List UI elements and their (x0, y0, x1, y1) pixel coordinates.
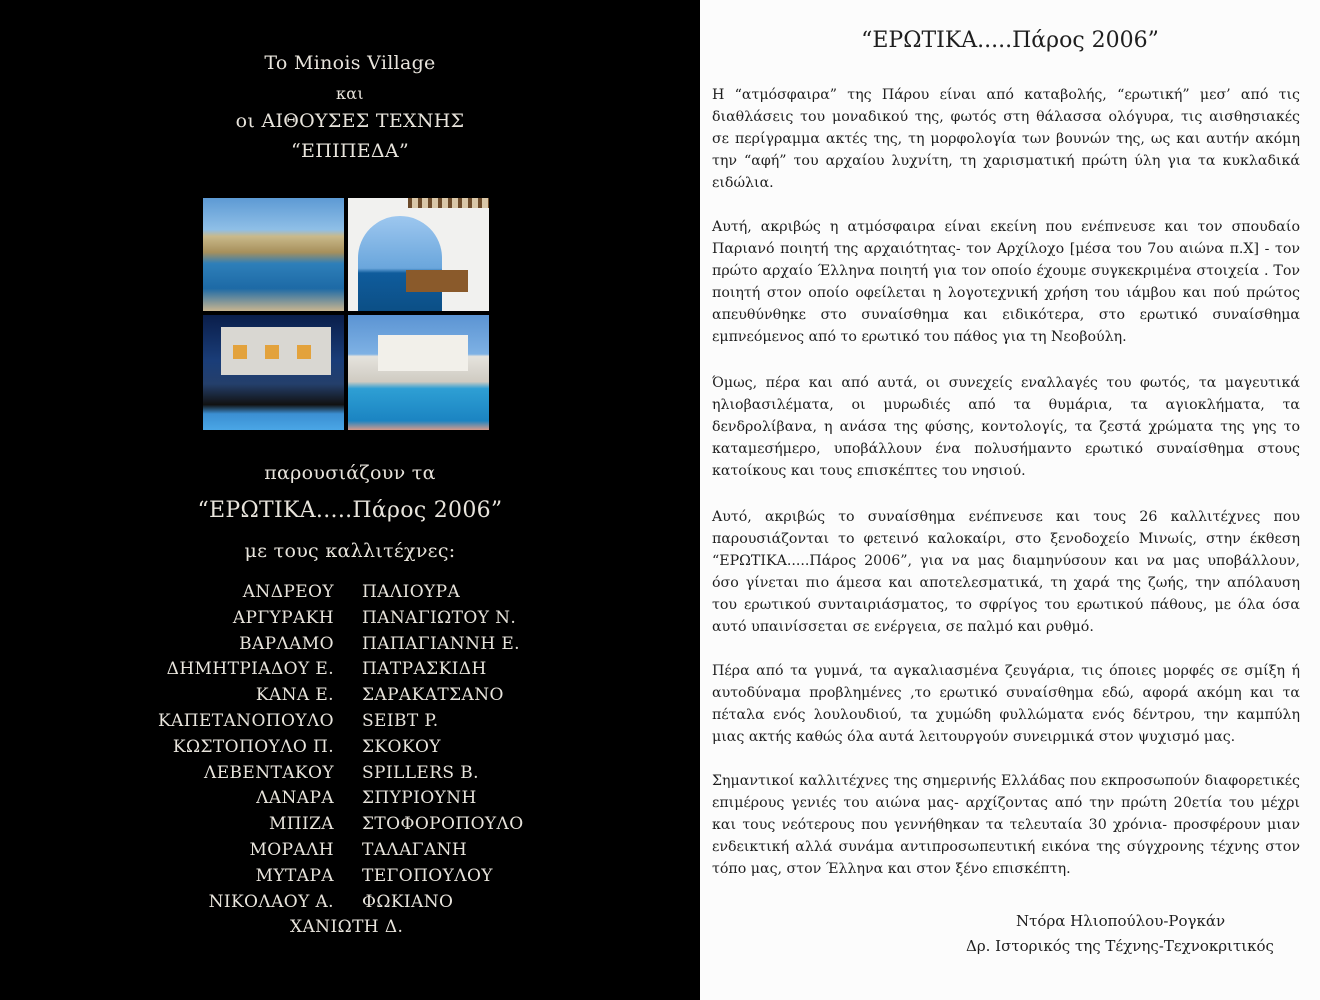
artist-row (0, 582, 700, 604)
artist-name-right: ΤΑΛΑΓΑΝΗ (362, 840, 468, 860)
pool-photo (348, 315, 489, 430)
artist-name-right: ΣΑΡΑΚΑΤΣΑΝΟ (362, 685, 504, 706)
artist-name-left: ΔΗΜΗΤΡΙΑΔΟΥ Ε. (166, 659, 334, 680)
hotel-night-photo (203, 315, 344, 430)
artist-name-right: SEIBT P. (362, 711, 439, 731)
header-line-epipeda: “ΕΠΙΠΕΔΑ” (291, 140, 409, 162)
artist-row (0, 737, 700, 759)
artist-name-left: ΑΡΓΥΡΑΚΗ (232, 607, 334, 628)
artists-intro: με τους καλλιτέχνες: (244, 540, 456, 562)
artist-name-right: ΣΠΥΡΙΟΥΝΗ (362, 788, 477, 809)
artist-name-left: ΜΟΡΑΛΗ (249, 840, 334, 860)
artist-row (0, 634, 700, 656)
artist-row (0, 659, 700, 681)
paragraph-2: Αυτή, ακριβώς η ατμόσφαιρα είναι εκείνη που ενέπνευσε και τον σπουδαίο Παριανό ποιητή της αρχαιότητας- τον Αρχίλοχο [μέσα του 7ου αιώνα π.Χ] - τον πρώτο αρχαίο Έλληνα ποιητή για τον οποίο έχουμε συγκεκριμένα στοιχεία . Τον ποιητή στον οποίο οφείλεται η λογοτεχνική χρήση του ιάμβου και πού πρώτος απευθύνθηκε στο συναίσθημα και ειδικότερα, στο ερωτικό συναίσθημα εμπνεόμενος από το ερωτικό του πάθος για τη Νεοβούλη. (712, 219, 1300, 345)
artist-name-right: ΣΚΟΚΟΥ (362, 736, 441, 757)
paragraph-6: Σημαντικοί καλλιτέχνες της σημερινής Ελλάδας που εκπροσωπούν διαφορετικές επιμέρους γενιές του αιώνα μας- αρχίζοντας από την πρώτη 20ετία του μέχρι και τους νεότερους που γεννήθηκαν τα τελευταία 30 χρόνια- προσφέρουν μιαν ενδεικτική αλλά συνάμα αντιπροσωπευτική εικόνα της σύγχρονης τέχνης στον τόπο μας, στον Έλληνα και στον ξένο επισκέπτη. (712, 773, 1300, 877)
photo-collage (203, 198, 489, 430)
artist-name-left: ΜΥΤΑΡΑ (255, 865, 334, 886)
artist-name-right: ΠΑΠΑΓΙΑΝΝΗ Ε. (362, 633, 520, 654)
artist-row (0, 892, 700, 914)
artist-row (0, 788, 700, 810)
artist-name-left: ΝΙΚΟΛΑΟΥ Α. (208, 891, 334, 912)
artist-name-left: ΚΑΝΑ Ε. (255, 685, 334, 706)
artist-name-right: SPILLERS B. (362, 762, 479, 783)
artist-name-left: ΚΩΣΤΟΠΟΥΛΟ Π. (172, 736, 334, 757)
artist-name-left: ΚΑΠΕΤΑΝΟΠΟΥΛΟ (157, 711, 334, 731)
presents-line: παρουσιάζουν τα (264, 462, 436, 484)
artist-row (0, 711, 700, 733)
artist-name-right: ΦΩΚΙΑΝΟ (362, 891, 454, 912)
signature-name: Ντόρα Ηλιοπούλου-Ρογκάν (1016, 912, 1226, 930)
page-title: “ΕΡΩΤΙΚΑ.....Πάρος 2006” (861, 28, 1159, 53)
header-line-hotel: To Minois Village (264, 52, 436, 74)
artist-row (0, 840, 700, 862)
artist-name-left: ΒΑΡΛΑΜΟ (239, 633, 334, 654)
artist-name-left: ΜΠΙΖΑ (268, 814, 334, 835)
artist-row (0, 685, 700, 707)
artist-name-left: ΛΕΒΕΝΤΑΚΟΥ (204, 762, 334, 783)
paragraph-3: Όμως, πέρα και από αυτά, οι συνεχείς εναλλαγές του φωτός, τα μαγευτικά ηλιοβασιλέματα, οι μυρωδιές από τα θυμάρια, τα αγιοκλήματα, τα δενδρολίβανα, η ανάσα της φύσης, κοντολογίς, τα ζεστά χρώματα της γης το καταμεσήμερο, υποβάλλουν ένα πολυσήμαντο ερωτικό συναίσθημα στους κατοίκους και τους επισκέπτες του νησιού. (712, 375, 1300, 479)
artist-name-right: ΠΑΤΡΑΣΚΙΔΗ (362, 659, 487, 680)
arch-terrace-photo (348, 198, 489, 311)
artist-row (0, 866, 700, 888)
artist-row (0, 917, 700, 939)
beach-photo (203, 198, 344, 311)
artist-name-left: ΛΑΝΑΡΑ (256, 788, 334, 809)
artist-row (0, 814, 700, 836)
text-page (700, 0, 1320, 1000)
header-line-and: και (336, 84, 364, 103)
artist-row (0, 608, 700, 630)
paragraph-4: Αυτό, ακριβώς το συναίσθημα ενέπνευσε και τους 26 καλλιτέχνες που παρουσιάζονται το φετεινό καλοκαίρι, στο ξενοδοχείο Μινωίς, στην έκθεση “ΕΡΩΤΙΚΑ.....Πάρος 2006”, για να μας διαμηνύσουν και να μας υποβάλλουν, όσο γίνεται πιο άμεσα και αποτελεσματικά, τη χαρά της ζωής, την απόλαυση του ερωτικού συνταιριάσματος, το σφρίγος του ερωτικού πάθους, με όλα όσα αυτό υπαινίσσεται σε ενέργεια, σε παλμό και ρυθμό. (712, 509, 1300, 635)
artist-name-left: ΧΑΝΙΩΤΗ Δ. (290, 917, 404, 938)
paragraph-1: Η “ατμόσφαιρα” της Πάρου είναι από καταβολής, “ερωτική” μεσ’ από τις διαθλάσεις του μοναδικού της, φωτός στη θάλασσα ολόγυρα, τις αισθησιακές σε περίγραμμα ακτές της, τη μορφολογία των βουνών της, ως και αυτήν ακόμη την “αφή” του αρχαίου λυχνίτη, τη χαρισματική πρώτη ύλη για τα κυκλαδικά ειδώλια. (712, 87, 1300, 191)
artist-name-right: ΠΑΛΙΟΥΡΑ (362, 582, 461, 602)
artist-name-right: ΤΕΓΟΠΟΥΛΟΥ (362, 865, 493, 886)
artist-name-right: ΠΑΝΑΓΙΩΤΟΥ Ν. (362, 607, 517, 628)
exhibition-title: “ΕΡΩΤΙΚΑ.....Πάρος 2006” (197, 498, 503, 523)
signature-title: Δρ. Ιστορικός της Τέχνης-Τεχνοκριτικός (966, 937, 1274, 955)
artist-name-right: ΣΤΟΦΟΡΟΠΟΥΛΟ (362, 814, 524, 835)
artist-row (0, 763, 700, 785)
header-line-galleries: οι ΑΙΘΟΥΣΕΣ ΤΕΧΝΗΣ (235, 110, 465, 132)
artist-name-left: ΑΝΔΡΕΟΥ (242, 582, 334, 602)
paragraph-5: Πέρα από τα γυμνά, τα αγκαλιασμένα ζευγάρια, τις όποιες μορφές σε σμίξη ή αυτοδύναμα προβλημένες ,το ερωτικό συναίσθημα εδώ, αφορά ακόμη και τα πέταλα ενός λουλουδιού, τα χυμώδη φυλλώματα ενός δέντρου, την καμπύλη μιας ακτής καθώς όλα αυτά λειτουργούν συνειρμικά στον ψυχισμό μας. (712, 663, 1300, 745)
